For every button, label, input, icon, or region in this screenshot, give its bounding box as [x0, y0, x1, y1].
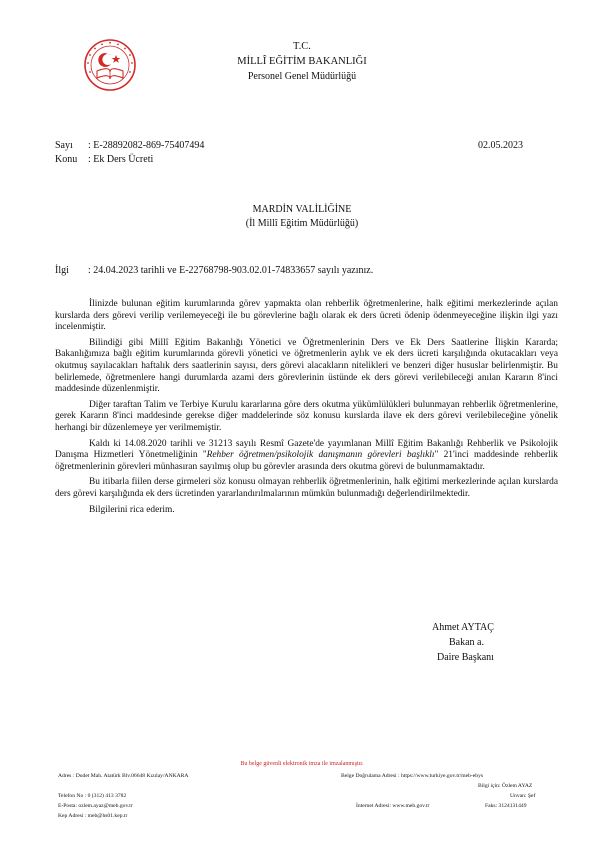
konu-label: Konu: [55, 154, 78, 165]
konu-value: : Ek Ders Ücreti: [88, 154, 154, 165]
addressee-subtitle: (İl Millî Eğitim Müdürlüğü): [245, 218, 359, 229]
document-date: 02.05.2023: [478, 140, 523, 151]
paragraph-5: Bu itibarla fiilen derse girmeleri söz konusu olmayan rehberlik öğretmenlerinin, halk eğitimi merkezlerinde açılan kurslarda ders görevi karşılığında ek ders ücretinden yararlandırılmalarının mümkün bulunmadığı değerlendirilmektedir.: [55, 477, 558, 499]
header-department: Personel Genel Müdürlüğü: [247, 71, 357, 82]
letter-body: [55, 299, 558, 520]
footer-kep: Kep Adresi : meb@hs01.kep.tr: [58, 813, 128, 819]
paragraph-4: [55, 439, 558, 474]
ilgi-value: : 24.04.2023 tarihli ve E-22768798-903.02.01-74833657 sayılı yazınız.: [88, 265, 374, 276]
paragraph-4-start: Kaldı ki 14.08.2020 tarihli ve 31213 sayılı Resmî Gazete'de yayımlanan Millî Eğitim Bakanlığı Rehberlik ve Psikolojik Danışma Hizmetleri Yönetmeliğinin ": [55, 438, 558, 461]
footer-title: Unvan: Şef: [510, 793, 536, 799]
paragraph-4-end: " 21'inci maddesinde rehberlik öğretmenlerinin görevleri münhasıran sayılmış olup bu görevler arasında ders okutma görevi de bulunmamaktadır.: [55, 450, 558, 472]
paragraph-6: Bilgilerini rica ederim.: [89, 504, 175, 515]
sayi-value: : E-28892082-869-75407494: [88, 140, 205, 151]
footer-address: Adres : Dudet Mah. Atatürk Blv.06648 Kızılay/ANKARA: [58, 773, 189, 779]
esign-note: Bu belge güvenli elektronik imza ile imzalanmıştır.: [240, 761, 364, 767]
paragraph-1: İlinizde bulunan eğitim kurumlarında görev yapmakta olan rehberlik öğretmenlerine, halk eğitimi merkezlerinde açılan kurslarda ders görevi verilip verilemeyeceği ile bu görevlerine bağlı olarak ek ders ücreti ödenip ödenmeyeceğine ilişkin ilgi yazı incelenmiştir.: [55, 299, 558, 333]
ilgi-label: İlgi: [55, 265, 69, 276]
addressee-title: MARDİN VALİLİĞİNE: [252, 204, 352, 215]
footer-phone: Telefon No : 0 (312) 413 3782: [58, 793, 127, 799]
footer-fax: Faks: 3124131449: [485, 803, 527, 809]
header-tc: T.C.: [293, 41, 311, 52]
signer-title-2: Daire Başkanı: [437, 652, 494, 663]
paragraph-3: Diğer taraftan Talim ve Terbiye Kurulu kararlarına göre ders okutma yükümlülükleri bulunmayan rehberlik öğretmenlerine, gerek Kararın 8'inci maddesinde gerekse diğer maddelerinde söz konusu kurslarda ilave ek ders görevi verilebileceğine yönelik herhangi bir düzenlemeye yer verilmemiştir.: [55, 399, 558, 433]
signer-title-1: Bakan a.: [449, 637, 484, 648]
footer-email[interactable]: E-Posta: ozlem.ayaz@meb.gov.tr: [58, 803, 133, 809]
paragraph-4-quote: Rehber öğretmen/psikolojik danışmanın görevleri başlıklı: [206, 450, 435, 461]
signer-name: Ahmet AYTAÇ: [432, 622, 494, 633]
header-ministry: MİLLÎ EĞİTİM BAKANLIĞI: [237, 56, 367, 67]
footer-contact-person: Bilgi için: Özlem AYAZ: [478, 783, 533, 789]
sayi-label: Sayı: [55, 140, 73, 151]
footer-website[interactable]: İnternet Adresi: www.meb.gov.tr: [356, 803, 430, 809]
paragraph-2: Bilindiği gibi Millî Eğitim Bakanlığı Yönetici ve Öğretmenlerinin Ders ve Ek Ders Saatlerine İlişkin Kararda; Bakanlığımıza bağlı eğitim kurumlarında görevli yönetici ve öğretmenlerin aylık ve ek ders ücreti karşılığında okutacakları veya okutmuş sayılacakları haftalık ders saatlerinin sayısı, ders görevi alacakların nitelikleri ve benzeri diğer hususlar belirlenmiştir. Bu belirlemede, öğretmenlere hangi durumlarda azami ders görevlerinin üstünde ek ders görevi verilebileceği anılan Kararın 8'inci maddesinde düzenlenmiştir.: [55, 337, 558, 395]
footer-verification[interactable]: Belge Doğrulama Adresi : https://www.turkiye.gov.tr/meb-ebys: [341, 773, 484, 779]
